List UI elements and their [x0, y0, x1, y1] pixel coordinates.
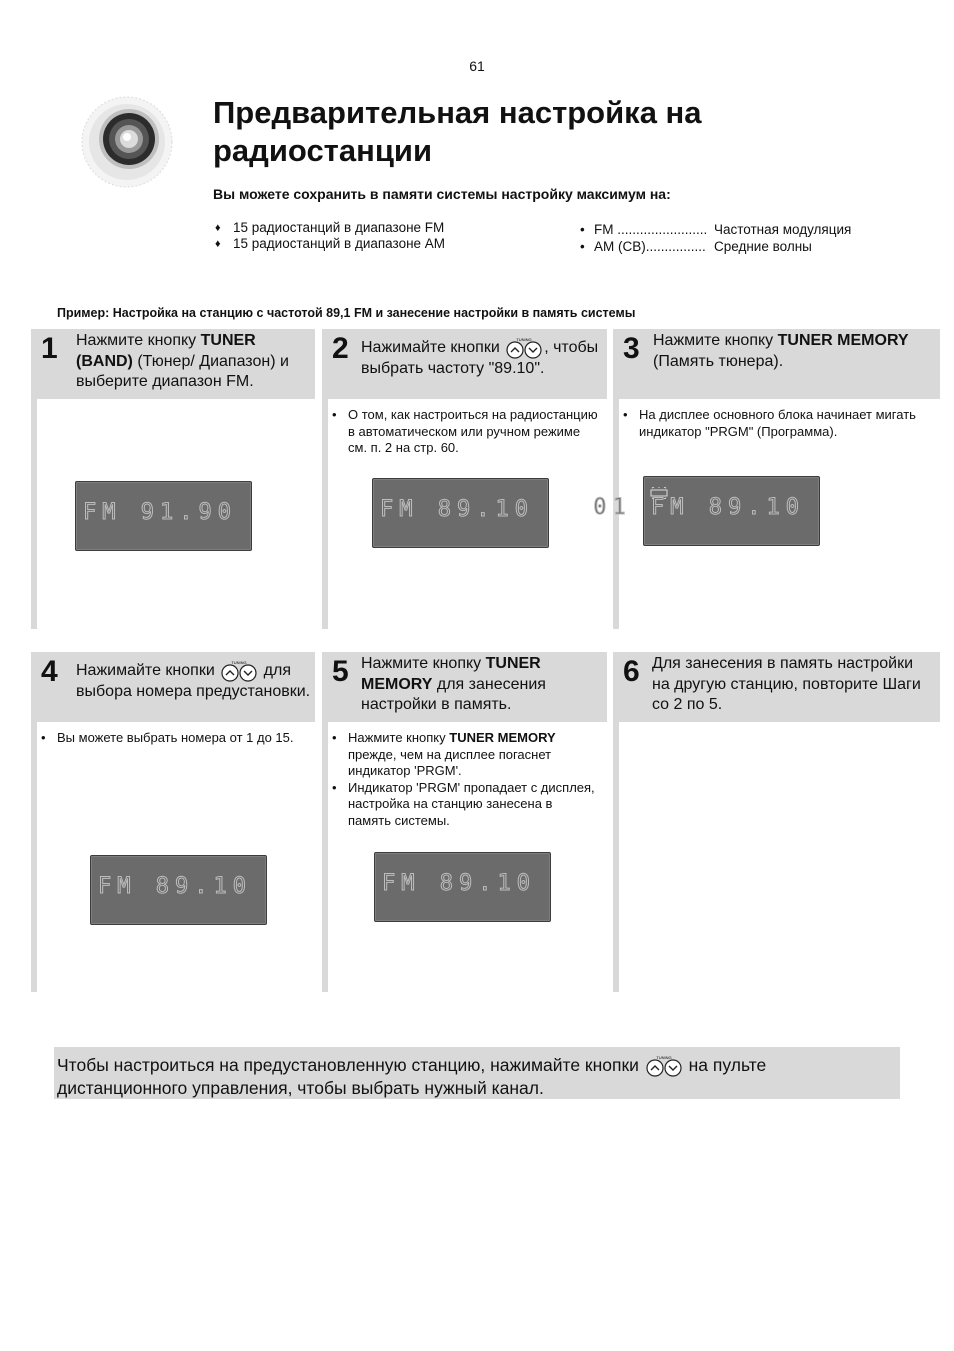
note-text: О том, как настроиться на радиостанцию в автоматическом или ручном режиме см. п. 2 на стр. 60. [348, 407, 598, 456]
capacity-list [215, 220, 445, 252]
note-text: На дисплее основного блока начинает мигать индикатор "PRGM" (Программа). [639, 407, 916, 439]
bullet-icon: • [332, 779, 337, 795]
step-sidebar [613, 722, 619, 992]
lcd-display [593, 476, 820, 546]
display-readout: FM 91.90 [83, 500, 237, 525]
tuning-caption: TUNING [231, 660, 247, 665]
button-name: TUNER MEMORY [361, 655, 541, 693]
tuning-arrows-icon [645, 1055, 683, 1077]
instruction-text: для занесения настройки в память. [361, 675, 546, 713]
bullet-icon: • [332, 730, 337, 745]
tuning-up-button-icon [507, 342, 523, 358]
list-item [41, 730, 306, 747]
step-1 [31, 329, 315, 629]
list-item-text: 15 радиостанций в диапазоне FM [233, 220, 445, 235]
instruction-text: Нажимайте кнопки [361, 339, 505, 357]
page-title: Предварительная настройка на радиостанции [213, 95, 702, 168]
instruction-text: (Память тюнера). [653, 352, 784, 370]
bullet-icon: • [623, 407, 628, 422]
bullet-icon: • [580, 222, 585, 237]
tuning-up-button-icon [647, 1060, 663, 1076]
tuning-arrows-icon [505, 337, 543, 359]
list-item [623, 407, 928, 440]
example-heading: Пример: Настройка на станцию с частотой 89,1 FM и занесение настройки в память системы [57, 306, 636, 320]
tuning-caption: TUNING [516, 337, 532, 342]
step-sidebar [322, 399, 328, 629]
instruction-text: Нажмите кнопку [76, 332, 201, 349]
speaker-icon [80, 95, 175, 190]
step-number: 1 [41, 332, 58, 365]
lcd-display [90, 855, 267, 925]
list-item [332, 730, 597, 780]
step-notes [332, 730, 597, 830]
step-number: 2 [332, 332, 349, 365]
bullet-icon: • [580, 239, 585, 254]
tuning-buttons-icon [645, 1055, 683, 1077]
step-5 [322, 652, 607, 992]
step-instruction [653, 331, 923, 372]
band-desc: Средние волны [714, 239, 812, 254]
display-readout: FM 89.10 [98, 874, 252, 899]
page-number: 61 [469, 58, 485, 74]
note-text: Индикатор 'PRGM' пропадает с дисплея, настройка на станцию занесена в память системы. [348, 779, 595, 828]
bullet-icon: • [332, 407, 337, 422]
step-3 [593, 329, 940, 629]
step-instruction [361, 337, 601, 380]
display-readout: FM 89.10 [380, 497, 534, 522]
step-instruction [76, 331, 311, 393]
list-item-text: 15 радиостанций в диапазоне AM [233, 236, 446, 251]
step-2 [322, 329, 607, 629]
tuning-caption: TUNING [656, 1055, 672, 1061]
list-item [580, 221, 851, 238]
lcd-display [75, 481, 252, 551]
footer-text: Чтобы настроиться на предустановленную станцию, нажимайте кнопки [57, 1055, 644, 1075]
intro-text: Вы можете сохранить в памяти системы настройку максимум на: [213, 186, 671, 202]
button-name: TUNER MEMORY [777, 332, 909, 349]
note-text: прежде, чем на дисплее погаснет индикатор 'PRGM'. [348, 746, 552, 779]
footer-text: на пульте дистанционного управления, чтобы выбрать нужный канал. [57, 1055, 767, 1099]
instruction-text: Нажмите кнопку [653, 332, 778, 349]
footer-note [57, 1054, 897, 1099]
step-number: 4 [41, 655, 58, 688]
tuning-down-button-icon [665, 1060, 681, 1076]
diamond-bullet-icon: ♦ [215, 222, 221, 234]
tuning-buttons-icon [505, 337, 543, 359]
list-item [215, 236, 445, 252]
step-number: 3 [623, 332, 640, 365]
list-item [215, 220, 445, 236]
step-4 [31, 652, 315, 992]
note-text: Вы можете выбрать номера от 1 до 15. [57, 730, 294, 745]
step-instruction [76, 660, 314, 703]
band-term: AM (CB)................ [594, 239, 706, 254]
list-item [580, 238, 851, 255]
tuning-arrows-icon [220, 660, 258, 682]
tuning-up-button-icon [222, 665, 238, 681]
step-number: 6 [623, 655, 640, 688]
step-number: 5 [332, 655, 349, 688]
display-readout: FM 89.10 [382, 871, 536, 896]
step-notes [41, 730, 306, 747]
button-name: TUNER MEMORY [449, 730, 556, 745]
step-instruction: Для занесения в память настройки на другую станцию, повторите Шаги со 2 по 5. [652, 655, 921, 713]
lcd-display [374, 852, 551, 922]
step-6 [613, 652, 940, 992]
tuning-down-button-icon [525, 342, 541, 358]
instruction-text: Нажмите кнопку [361, 655, 486, 672]
step-instruction [361, 654, 601, 716]
tuning-down-button-icon [240, 665, 256, 681]
band-term: FM ........................ [594, 222, 708, 237]
step-sidebar [322, 722, 328, 992]
lcd-display [372, 478, 549, 548]
step-sidebar [31, 399, 37, 629]
display-readout: 01 FM 89.10 [593, 495, 805, 520]
band-list [580, 221, 851, 255]
step-notes [623, 407, 928, 440]
list-item [332, 407, 602, 457]
instruction-text: для выбора номера предустановки. [76, 662, 311, 700]
tuning-buttons-icon [220, 660, 258, 682]
instruction-text: (Тюнер/ Диапазон) и выберите диапазон FM. [76, 352, 289, 390]
instruction-text: , чтобы выбрать частоту "89.10". [361, 339, 599, 377]
step-sidebar [31, 722, 37, 992]
note-text: Нажмите кнопку [348, 730, 450, 745]
band-desc: Частотная модуляция [714, 222, 852, 237]
button-name: TUNER (BAND) [76, 332, 256, 370]
instruction-text: Нажимайте кнопки [76, 662, 220, 680]
bullet-icon: • [41, 730, 46, 745]
step-notes [332, 407, 602, 457]
diamond-bullet-icon: ♦ [215, 238, 221, 250]
list-item [332, 780, 597, 830]
